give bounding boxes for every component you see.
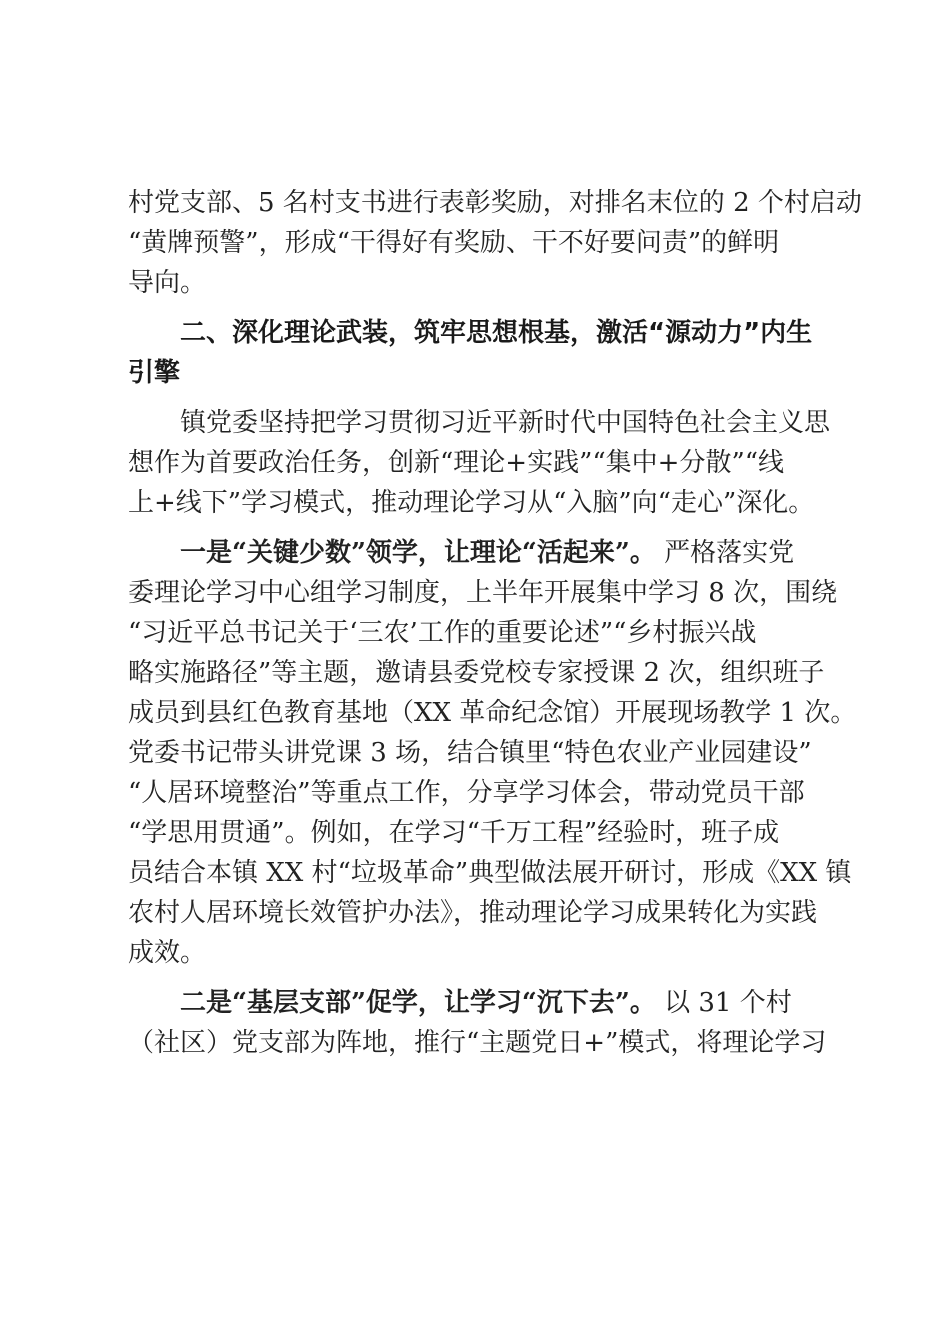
item-two-paragraph bbox=[128, 983, 833, 1063]
text-line: 导向。 bbox=[128, 268, 207, 298]
section-paragraph bbox=[128, 403, 833, 523]
item-one-first-rest: 严格落实党 bbox=[655, 538, 795, 568]
heading-line: 二、深化理论武装，筑牢思想根基，激活“源动力”内生 bbox=[128, 318, 813, 348]
text-line: 委理论学习中心组学习制度，上半年开展集中学习 8 次，围绕 bbox=[128, 578, 838, 608]
text-line: 成员到县红色教育基地（XX 革命纪念馆）开展现场教学 1 次。 bbox=[128, 698, 857, 728]
text-line: 镇党委坚持把学习贯彻习近平新时代中国特色社会主义思 bbox=[128, 408, 831, 438]
text-line bbox=[128, 983, 833, 1023]
text-line: “黄牌预警”，形成“干得好有奖励、干不好要问责”的鲜明 bbox=[128, 228, 780, 258]
item-one-paragraph bbox=[128, 533, 857, 973]
text-line: 略实施路径”等主题，邀请县委党校专家授课 2 次，组织班子 bbox=[128, 658, 825, 688]
document-page bbox=[128, 183, 862, 1063]
text-line: 党委书记带头讲党课 3 场，结合镇里“特色农业产业园建设” bbox=[128, 738, 812, 768]
text-line: 农村人居环境长效管护办法》，推动理论学习成果转化为实践 bbox=[128, 898, 818, 928]
item-two-first-rest: 以 31 个村 bbox=[655, 988, 792, 1018]
heading-line: 引擎 bbox=[128, 358, 181, 388]
text-line: “习近平总书记关于‘三农’工作的重要论述”“乡村振兴战 bbox=[128, 618, 757, 648]
text-line: 成效。 bbox=[128, 938, 207, 968]
text-line: “学思用贯通”。例如，在学习“千万工程”经验时，班子成 bbox=[128, 818, 780, 848]
item-one-lead: 一是“关键少数”领学，让理论“活起来”。 bbox=[128, 538, 656, 568]
text-line: 村党支部、5 名村支书进行表彰奖励，对排名末位的 2 个村启动 bbox=[128, 188, 862, 218]
text-line: “人居环境整治”等重点工作，分享学习体会，带动党员干部 bbox=[128, 778, 805, 808]
text-line: 上+线下”学习模式，推动理论学习从“入脑”向“走心”深化。 bbox=[128, 488, 815, 518]
item-two-lead: 二是“基层支部”促学，让学习“沉下去”。 bbox=[128, 988, 656, 1018]
text-line: （社区）党支部为阵地，推行“主题党日+”模式，将理论学习 bbox=[128, 1028, 827, 1058]
intro-paragraph bbox=[128, 183, 862, 303]
section-heading bbox=[128, 313, 833, 393]
text-line: 员结合本镇 XX 村“垃圾革命”典型做法展开研讨，形成《XX 镇 bbox=[128, 858, 852, 888]
text-line bbox=[128, 533, 833, 573]
text-line: 想作为首要政治任务，创新“理论+实践”“集中+分散”“线 bbox=[128, 448, 785, 478]
